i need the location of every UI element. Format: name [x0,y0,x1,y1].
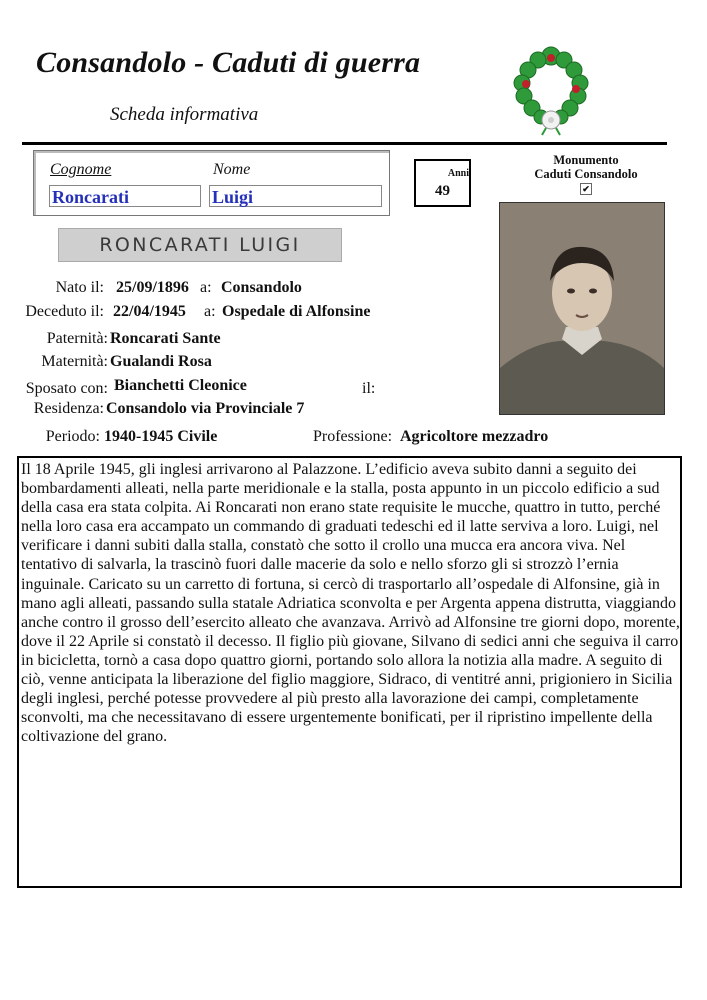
monument-info [512,153,660,195]
age-value: 49 [435,183,450,199]
monument-checkbox[interactable]: ✔ [580,183,592,195]
cognome-label: Cognome [50,161,112,178]
professione-value: Agricoltore mezzadro [400,428,549,445]
story-box [17,456,682,888]
residenza-value: Consandolo via Provinciale 7 [106,400,305,417]
paternita-value: Roncarati Sante [110,330,221,347]
name-panel [33,150,390,216]
page-title: Consandolo - Caduti di guerra [36,46,421,79]
wreath-icon [508,42,594,136]
deceduto-a-label: a: [204,303,216,320]
nome-field[interactable]: Luigi [209,185,382,207]
monument-label-line1: Monumento [553,153,619,167]
nato-a-label: a: [200,279,212,296]
deceduto-place: Ospedale di Alfonsine [222,303,371,320]
sposato-label: Sposato con: [25,380,108,397]
il-label: il: [362,380,376,397]
portrait-figure-icon [500,203,664,414]
sposato-value: Bianchetti Cleonice [114,377,247,394]
maternita-label: Maternità: [41,353,108,370]
deceduto-date: 22/04/1945 [113,303,186,320]
cognome-field[interactable]: Roncarati [49,185,201,207]
portrait-photo [499,202,665,415]
nato-date: 25/09/1896 [116,279,189,296]
monument-label-line2: Caduti Consandolo [534,167,638,181]
residenza-label: Residenza: [33,400,104,417]
nome-label: Nome [213,161,251,178]
header-divider [22,142,667,145]
paternita-label: Paternità: [46,330,108,347]
deceduto-label: Deceduto il: [25,303,104,320]
story-text: Il 18 Aprile 1945, gli inglesi arrivarono al Palazzone. L’edificio aveva subito danni a seguito dei bombardamenti alleati, nella parte meridionale e la stalla, posta appunto in un piccolo edificio a sud della casa era stata colpita. Ai Roncarati non erano state requisite le mucche, quattro in tutto, perché nella loro casa era accampato un commando di graduati tedeschi ed il latte serviva a loro. Luigi, nel verificare i danni subiti dalla stalla, constatò che sotto il crollo una mucca era ancora viva. Nel tentativo di salvarla, la trascinò fuori dalle macerie da solo e nello sforzo gli si strozzò l’ernia inguinale. Caricato su un carretto di fortuna, si cercò di trasportarlo all’ospedale di Alfonsine, già in mano agli alleati, passando sulla statale Adriatica sconvolta e per Argenta appena distrutta, viaggiando anche contro il grosso dell’esercito alleato che avanzava. Arrivò ad Alfonsine tre giorni dopo, morente, dove il 22 Aprile si constatò il decesso. Il figlio più giovane, Silvano di sedici anni che seguiva il carro in bicicletta, tornò a casa dopo quattro giorni, portando solo allora la notizia alla madre. A seguito di ciò, venne anticipata la liberazione del figlio maggiore, Sidraco, di ventitré anni, prigioniero in Sicilia degli inglesi, perché potesse provvedere al più presto alla lavorazione dei campi, completamente sconvolti, ma che necessitavano di essere urgentemente bonificati, per il ripristino impellente della coltivazione del grano. [21,461,680,746]
age-label: Anni [447,168,469,179]
nato-place: Consandolo [221,279,302,296]
nato-label: Nato il: [55,279,104,296]
page-subtitle: Scheda informativa [110,104,259,125]
age-box [414,159,471,207]
name-plate: RONCARATI LUIGI [58,228,342,262]
professione-label: Professione: [313,428,393,445]
periodo-label: Periodo: [45,428,100,445]
maternita-value: Gualandi Rosa [110,353,212,370]
periodo-value: 1940-1945 Civile [104,428,218,445]
